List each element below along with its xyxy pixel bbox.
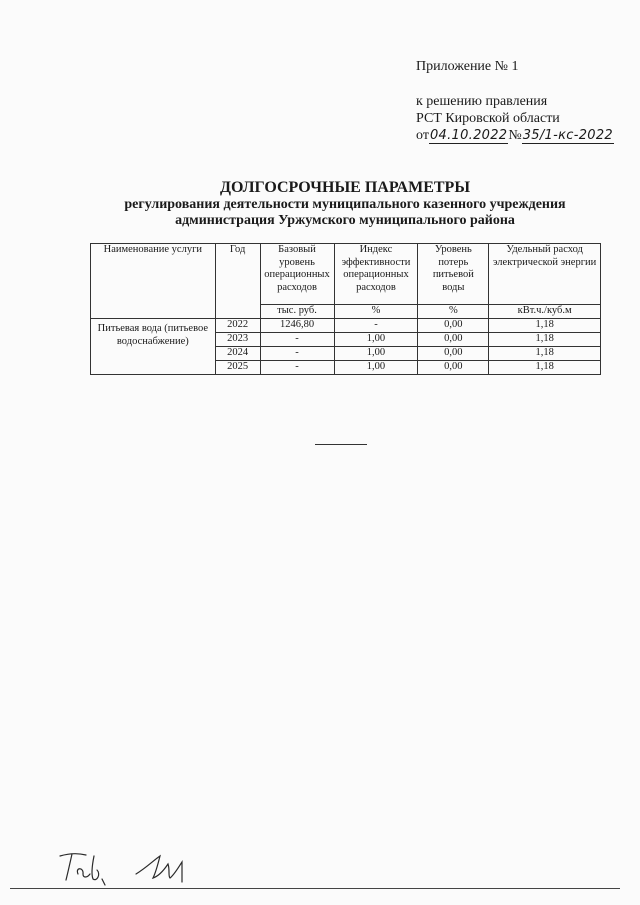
table-header-row xyxy=(91,244,601,305)
cell-loss: 0,00 xyxy=(418,319,489,333)
appendix-line-date xyxy=(416,127,614,144)
cell-year: 2024 xyxy=(215,347,260,361)
cell-year: 2025 xyxy=(215,361,260,375)
cell-energy: 1,18 xyxy=(489,333,601,347)
title-main: ДОЛГОСРОЧНЫЕ ПАРАМЕТРЫ xyxy=(219,179,471,196)
appendix-line-org: РСТ Кировской области xyxy=(416,111,560,126)
appendix-line-decision: к решению правления xyxy=(416,94,548,109)
cell-loss: 0,00 xyxy=(418,361,489,375)
cell-loss: 0,00 xyxy=(418,347,489,361)
service-name: Питьевая вода (питьевое водоснабжение) xyxy=(91,319,216,375)
cell-year: 2023 xyxy=(215,333,260,347)
appendix-number-sign: № xyxy=(508,128,522,143)
cell-base: 1246,80 xyxy=(260,319,334,333)
section-divider xyxy=(315,444,367,445)
cell-index: 1,00 xyxy=(334,333,418,347)
cell-base: - xyxy=(260,361,334,375)
appendix-number: 35/1-кс-2022 xyxy=(522,128,613,143)
unit-efficiency-index: % xyxy=(334,305,418,319)
title-sub-1: регулирования деятельности муниципального казенного учреждения xyxy=(124,197,566,212)
title-sub-2: администрация Уржумского муниципального района xyxy=(175,213,515,228)
cell-index: 1,00 xyxy=(334,347,418,361)
unit-base-level: тыс. руб. xyxy=(260,305,334,319)
appendix-title: Приложение № 1 xyxy=(416,59,519,74)
header-water-loss: Уровень потерь питьевой воды xyxy=(418,244,489,305)
header-year: Год xyxy=(215,244,260,319)
cell-base: - xyxy=(260,333,334,347)
cell-loss: 0,00 xyxy=(418,333,489,347)
page-bottom-line xyxy=(10,888,620,889)
cell-index: 1,00 xyxy=(334,361,418,375)
header-base-level: Базовый уровень операционных расходов xyxy=(260,244,334,305)
header-service: Наименование услуги xyxy=(91,244,216,319)
handwritten-signature xyxy=(56,848,216,886)
unit-water-loss: % xyxy=(418,305,489,319)
cell-energy: 1,18 xyxy=(489,361,601,375)
unit-energy: кВт.ч./куб.м xyxy=(489,305,601,319)
cell-index: - xyxy=(334,319,418,333)
appendix-block xyxy=(416,58,614,144)
header-energy-consumption: Удельный расход электрической энергии xyxy=(489,244,601,305)
cell-energy: 1,18 xyxy=(489,347,601,361)
table-row xyxy=(91,319,601,333)
cell-base: - xyxy=(260,347,334,361)
parameters-table xyxy=(90,243,601,375)
cell-energy: 1,18 xyxy=(489,319,601,333)
document-title xyxy=(60,178,630,229)
appendix-ot: от xyxy=(416,128,429,143)
header-efficiency-index: Индекс эффективности операционных расходов xyxy=(334,244,418,305)
cell-year: 2022 xyxy=(215,319,260,333)
appendix-date: 04.10.2022 xyxy=(429,128,508,143)
